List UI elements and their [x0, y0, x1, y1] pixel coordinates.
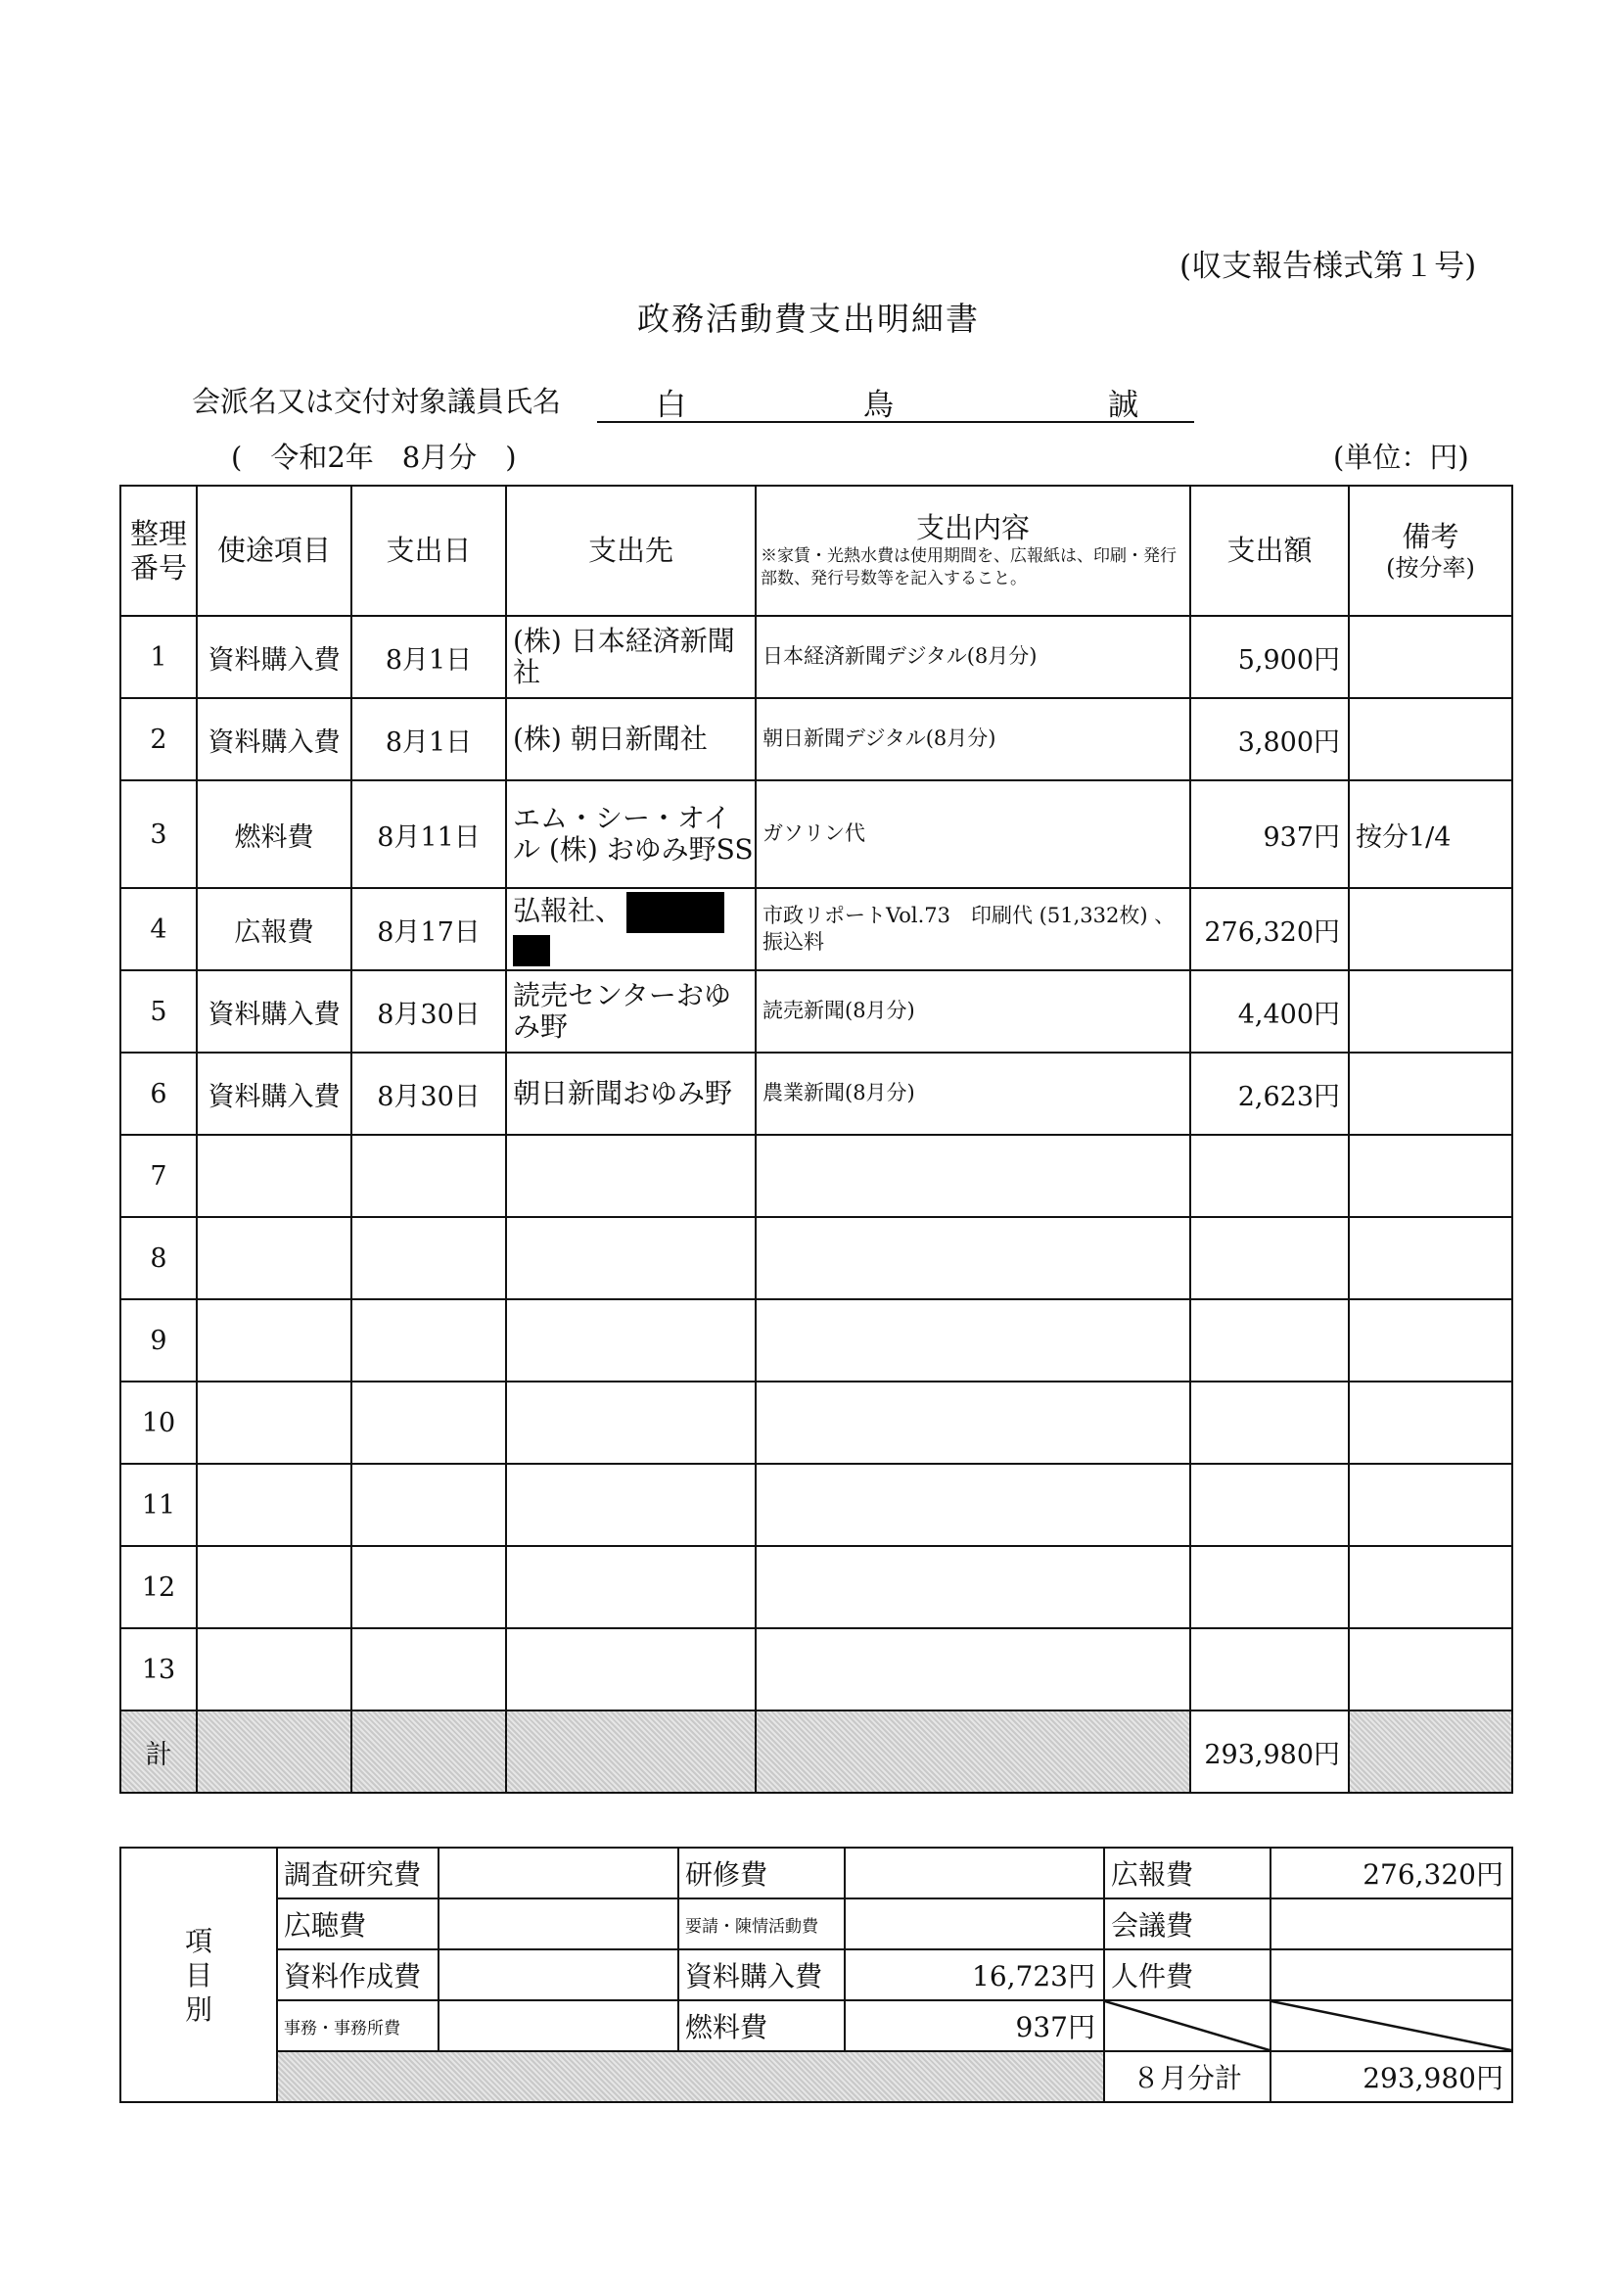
- unit-label: (単位：円): [1333, 441, 1469, 474]
- summary-koho-value: 276,320円: [1270, 1848, 1512, 1898]
- summary-kocho-label: 広聴費: [277, 1898, 439, 1949]
- row-amount: [1190, 1299, 1349, 1382]
- row-date: [351, 1217, 506, 1299]
- row-use: [197, 1135, 351, 1217]
- header-amount: 支出額: [1190, 486, 1349, 616]
- summary-jinken-value: [1270, 1949, 1512, 2000]
- total-label: 計: [120, 1710, 197, 1793]
- row-amount: 3,800円: [1190, 698, 1349, 780]
- total-row: [120, 1710, 1512, 1793]
- row-date: 8月1日: [351, 616, 506, 698]
- summary-shiryo-konyu-label: 資料購入費: [678, 1949, 845, 2000]
- summary-yosei-value: [845, 1898, 1104, 1949]
- report-period: ( 令和2年 8月分 ): [231, 441, 517, 474]
- row-date: 8月17日: [351, 888, 506, 970]
- row-content: [756, 1382, 1190, 1464]
- row-amount: [1190, 1628, 1349, 1710]
- row-payee: 朝日新聞おゆみ野: [506, 1053, 756, 1135]
- row-note: [1349, 1217, 1512, 1299]
- summary-shiryo-sakusei-label: 資料作成費: [277, 1949, 439, 2000]
- row-note: [1349, 1464, 1512, 1546]
- redaction-box: [626, 892, 724, 933]
- table-header-row: [120, 486, 1512, 616]
- row-amount: 937円: [1190, 780, 1349, 888]
- row-no: 10: [120, 1382, 197, 1464]
- row-note: [1349, 1628, 1512, 1710]
- row-use: 広報費: [197, 888, 351, 970]
- row-payee: [506, 1299, 756, 1382]
- row-note: 按分1/4: [1349, 780, 1512, 888]
- row-payee: [506, 1217, 756, 1299]
- row-payee: (株) 朝日新聞社: [506, 698, 756, 780]
- month-total-value: 293,980円: [1270, 2051, 1512, 2102]
- row-use: 資料購入費: [197, 1053, 351, 1135]
- header-content: 支出内容 ※家賃・光熱水費は使用期間を、広報紙は、印刷・発行部数、発行号数等を記入すること。: [756, 486, 1190, 616]
- row-no: 3: [120, 780, 197, 888]
- row-content: [756, 1628, 1190, 1710]
- row-no: 5: [120, 970, 197, 1053]
- row-no: 8: [120, 1217, 197, 1299]
- summary-kaigi-label: 会議費: [1104, 1898, 1270, 1949]
- row-use: 資料購入費: [197, 970, 351, 1053]
- total-amount: 293,980円: [1190, 1710, 1349, 1793]
- total-shade-use: [197, 1710, 351, 1793]
- row-use: 燃料費: [197, 780, 351, 888]
- row-no: 6: [120, 1053, 197, 1135]
- row-use: 資料購入費: [197, 616, 351, 698]
- row-content: 日本経済新聞デジタル(8月分): [756, 616, 1190, 698]
- table-row: [120, 1546, 1512, 1628]
- summary-chosa-value: [439, 1848, 678, 1898]
- summary-chosa-label: 調査研究費: [277, 1848, 439, 1898]
- row-date: 8月30日: [351, 970, 506, 1053]
- table-row: [120, 698, 1512, 780]
- row-payee: (株) 日本経済新聞社: [506, 616, 756, 698]
- row-payee: 弘報社、: [506, 888, 756, 970]
- table-row: [120, 1217, 1512, 1299]
- row-note: [1349, 888, 1512, 970]
- row-content: 市政リポートVol.73 印刷代 (51,332枚) 、振込料: [756, 888, 1190, 970]
- row-content: 読売新聞(8月分): [756, 970, 1190, 1053]
- header-payee: 支出先: [506, 486, 756, 616]
- table-row: [120, 1135, 1512, 1217]
- table-row: [120, 1053, 1512, 1135]
- row-note: [1349, 1135, 1512, 1217]
- row-date: 8月11日: [351, 780, 506, 888]
- summary-shiryo-konyu-value: 16,723円: [845, 1949, 1104, 2000]
- summary-jinken-label: 人件費: [1104, 1949, 1270, 2000]
- header-content-note: ※家賃・光熱水費は使用期間を、広報紙は、印刷・発行部数、発行号数等を記入すること。: [761, 545, 1177, 588]
- row-use: [197, 1546, 351, 1628]
- header-use: 使途項目: [197, 486, 351, 616]
- row-content: [756, 1546, 1190, 1628]
- row-amount: 5,900円: [1190, 616, 1349, 698]
- row-payee: [506, 1464, 756, 1546]
- total-shade-date: [351, 1710, 506, 1793]
- summary-kaigi-value: [1270, 1898, 1512, 1949]
- table-row: [120, 888, 1512, 970]
- summary-nenryo-label: 燃料費: [678, 2000, 845, 2051]
- row-no: 11: [120, 1464, 197, 1546]
- expense-table: [119, 485, 1513, 1794]
- row-use: [197, 1217, 351, 1299]
- summary-shiryo-sakusei-value: [439, 1949, 678, 2000]
- row-date: 8月30日: [351, 1053, 506, 1135]
- row-no: 9: [120, 1299, 197, 1382]
- header-date: 支出日: [351, 486, 506, 616]
- row-no: 4: [120, 888, 197, 970]
- row-payee: [506, 1382, 756, 1464]
- summary-kenshu-value: [845, 1848, 1104, 1898]
- row-date: [351, 1464, 506, 1546]
- row-amount: 4,400円: [1190, 970, 1349, 1053]
- header-no: 整理番号: [120, 486, 197, 616]
- row-note: [1349, 698, 1512, 780]
- row-no: 13: [120, 1628, 197, 1710]
- row-date: [351, 1546, 506, 1628]
- row-payee: [506, 1628, 756, 1710]
- row-use: [197, 1628, 351, 1710]
- row-use: [197, 1464, 351, 1546]
- summary-kocho-value: [439, 1898, 678, 1949]
- row-content: [756, 1464, 1190, 1546]
- row-content: 農業新聞(8月分): [756, 1053, 1190, 1135]
- row-amount: [1190, 1217, 1349, 1299]
- row-date: [351, 1135, 506, 1217]
- row-payee: [506, 1135, 756, 1217]
- row-payee: エム・シー・オイル (株) おゆみ野SS: [506, 780, 756, 888]
- table-row: [120, 1628, 1512, 1710]
- row-amount: [1190, 1546, 1349, 1628]
- total-shade-content: [756, 1710, 1190, 1793]
- member-name-line: [597, 388, 1194, 423]
- category-summary-table: [119, 1847, 1513, 2103]
- row-amount: 276,320円: [1190, 888, 1349, 970]
- table-row: [120, 616, 1512, 698]
- row-content: [756, 1217, 1190, 1299]
- header-note: 備考 (按分率): [1349, 486, 1512, 616]
- row-payee: [506, 1546, 756, 1628]
- row-use: 資料購入費: [197, 698, 351, 780]
- summary-jimu-label: 事務・事務所費: [277, 2000, 439, 2051]
- form-number: (収支報告様式第１号): [1179, 249, 1477, 284]
- row-no: 12: [120, 1546, 197, 1628]
- member-name-3: 誠: [1108, 388, 1138, 423]
- row-amount: [1190, 1382, 1349, 1464]
- total-shade-payee: [506, 1710, 756, 1793]
- summary-yosei-label: 要請・陳情活動費: [678, 1898, 845, 1949]
- table-row: [120, 1382, 1512, 1464]
- row-content: [756, 1135, 1190, 1217]
- row-note: [1349, 1382, 1512, 1464]
- row-amount: [1190, 1135, 1349, 1217]
- row-date: 8月1日: [351, 698, 506, 780]
- summary-diagonal-2: [1270, 2000, 1512, 2051]
- row-content: 朝日新聞デジタル(8月分): [756, 698, 1190, 780]
- table-row: [120, 1464, 1512, 1546]
- row-note: [1349, 1546, 1512, 1628]
- table-row: [120, 970, 1512, 1053]
- row-amount: 2,623円: [1190, 1053, 1349, 1135]
- row-use: [197, 1382, 351, 1464]
- table-row: [120, 780, 1512, 888]
- row-no: 2: [120, 698, 197, 780]
- row-content: ガソリン代: [756, 780, 1190, 888]
- summary-jimu-value: [439, 2000, 678, 2051]
- row-no: 1: [120, 616, 197, 698]
- row-note: [1349, 1299, 1512, 1382]
- table-row: [120, 1299, 1512, 1382]
- row-use: [197, 1299, 351, 1382]
- member-label: 会派名又は交付対象議員氏名: [192, 385, 562, 418]
- month-total-label: ８月分計: [1104, 2051, 1270, 2102]
- summary-koho-label: 広報費: [1104, 1848, 1270, 1898]
- row-note: [1349, 970, 1512, 1053]
- redaction-box: [513, 935, 550, 966]
- row-amount: [1190, 1464, 1349, 1546]
- summary-side-label: 項目別: [120, 1848, 277, 2102]
- member-name-1: 白: [656, 388, 686, 423]
- row-content: [756, 1299, 1190, 1382]
- summary-shaded-area: [277, 2051, 1104, 2102]
- summary-kenshu-label: 研修費: [678, 1848, 845, 1898]
- row-date: [351, 1299, 506, 1382]
- row-no: 7: [120, 1135, 197, 1217]
- row-payee: 読売センターおゆみ野: [506, 970, 756, 1053]
- total-shade-note: [1349, 1710, 1512, 1793]
- member-name-2: 鳥: [863, 388, 894, 423]
- row-note: [1349, 616, 1512, 698]
- summary-nenryo-value: 937円: [845, 2000, 1104, 2051]
- summary-diagonal-1: [1104, 2000, 1270, 2051]
- row-note: [1349, 1053, 1512, 1135]
- document-title: 政務活動費支出明細書: [637, 300, 980, 338]
- row-date: [351, 1382, 506, 1464]
- row-date: [351, 1628, 506, 1710]
